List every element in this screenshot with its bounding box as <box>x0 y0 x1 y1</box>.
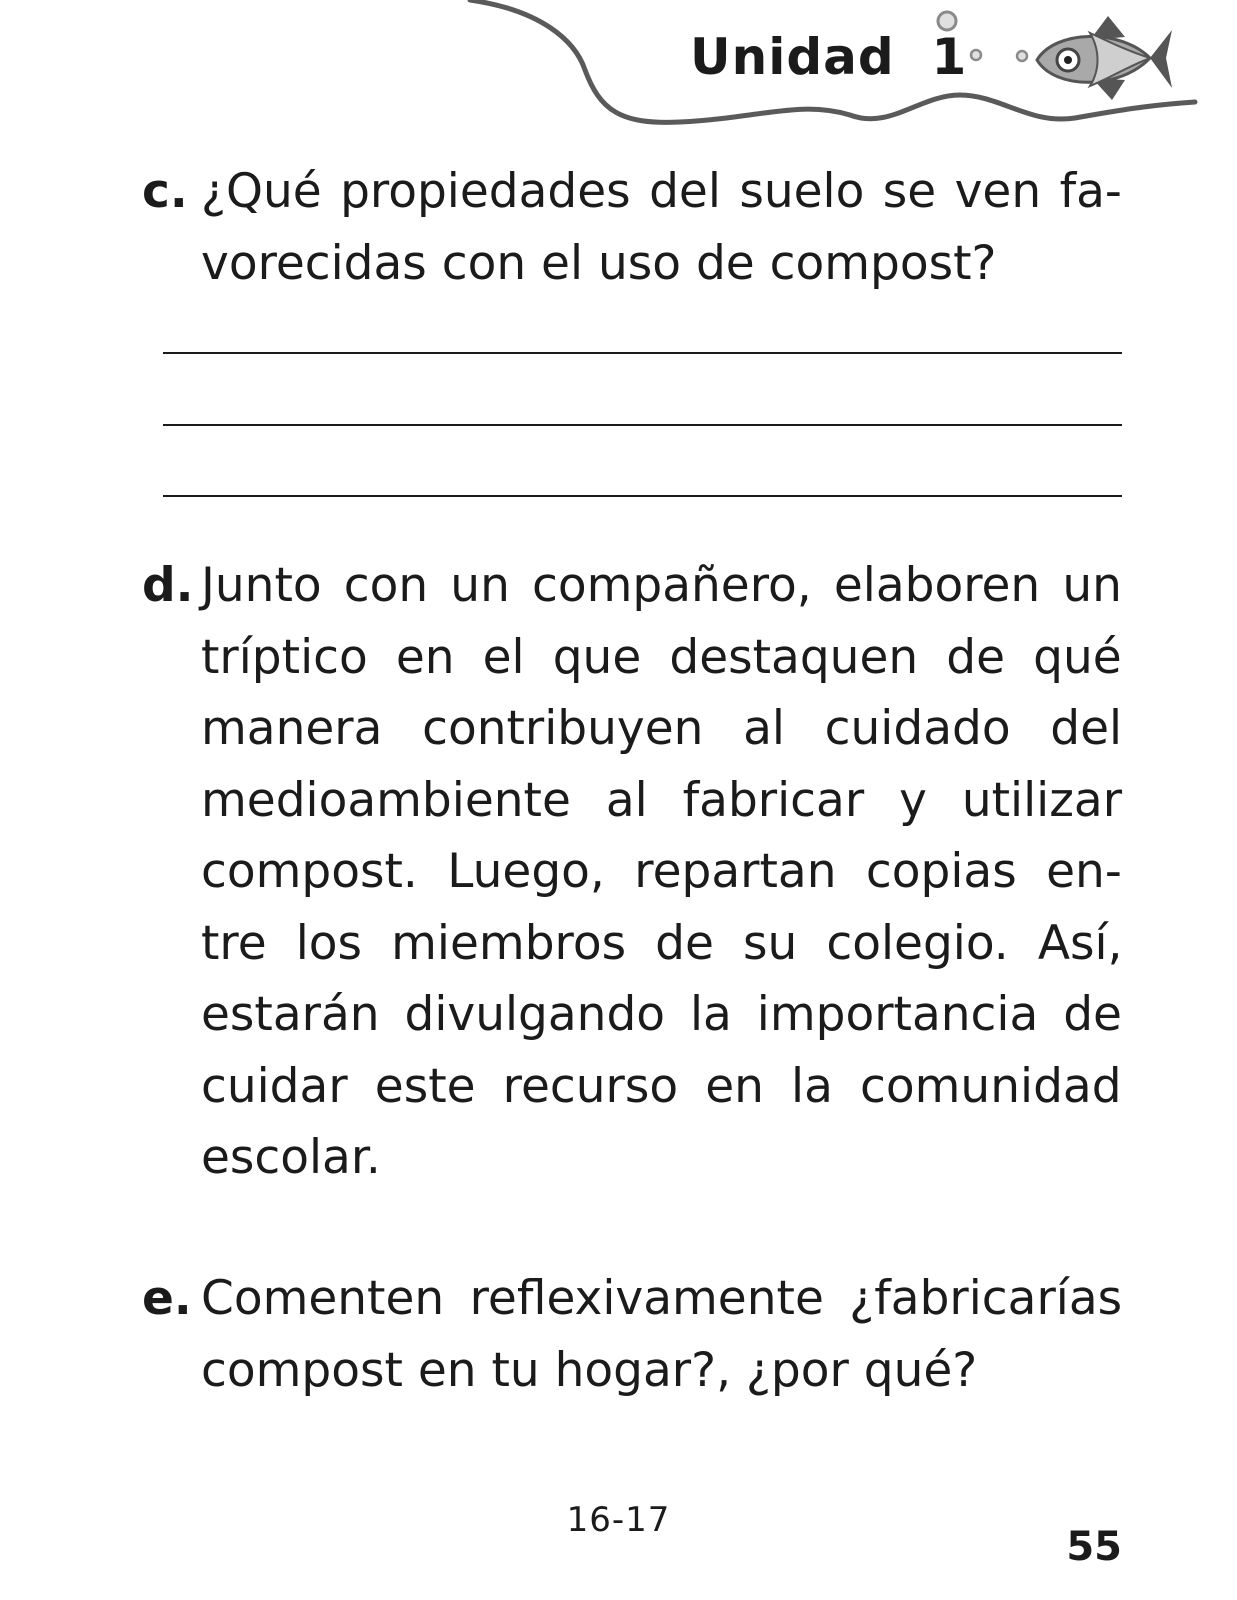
question-line: vorecidas con el uso de compost? <box>201 235 997 291</box>
question-line: compost en tu hogar?, ¿por qué? <box>201 1342 978 1398</box>
question-line: Junto con un compañero, elaboren un <box>201 558 1122 613</box>
question-e <box>142 1263 1122 1406</box>
question-line: medioambiente al fabricar y utilizar <box>201 772 1123 828</box>
question-text <box>201 550 1122 1194</box>
question-c <box>142 156 1122 299</box>
question-text <box>201 1263 1122 1406</box>
answer-line[interactable] <box>163 352 1122 354</box>
fish-icon <box>1037 16 1172 100</box>
page-number: 55 <box>1066 1524 1122 1570</box>
unit-title: Unidad 1 <box>690 28 968 86</box>
question-letter: c. <box>142 164 188 219</box>
question-line: tre los miembros de su colegio. Así, <box>201 915 1123 971</box>
footer-code: 16-17 <box>566 1500 671 1540</box>
question-line: escolar. <box>201 1130 381 1185</box>
question-line: manera contribuyen al cuidado del <box>201 701 1123 756</box>
question-text <box>201 156 1122 299</box>
question-letter: e. <box>142 1271 192 1326</box>
question-line: compost. Luego, repartan copias en- <box>201 844 1122 899</box>
question-letter: d. <box>142 558 194 613</box>
header-decoration <box>0 0 1237 150</box>
question-d <box>142 550 1122 1194</box>
answer-line[interactable] <box>163 495 1122 497</box>
question-line: tríptico en el que destaquen de qué <box>201 629 1122 685</box>
question-line: ¿Qué propiedades del suelo se ven fa- <box>201 164 1122 219</box>
answer-line[interactable] <box>163 424 1122 426</box>
question-line: cuidar este recurso en la comunidad <box>201 1058 1122 1114</box>
question-line: estarán divulgando la importancia de <box>201 987 1122 1042</box>
question-line: Comenten reflexivamente ¿fabricarías <box>201 1271 1123 1326</box>
